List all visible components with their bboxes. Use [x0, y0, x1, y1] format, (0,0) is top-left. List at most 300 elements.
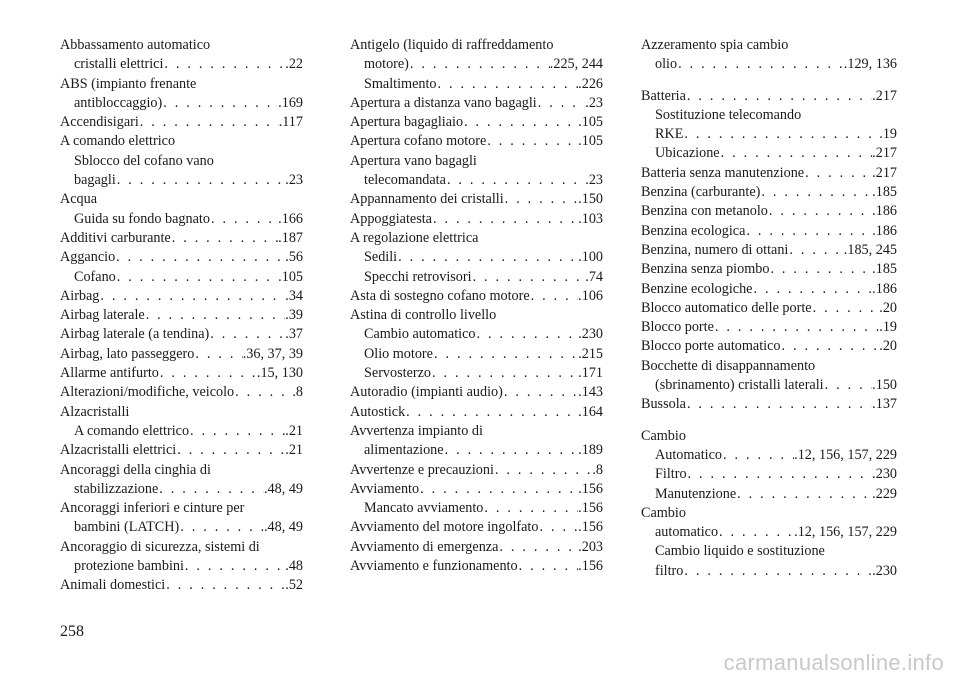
index-term: motore) [364, 56, 409, 73]
page-reference: .137 [872, 396, 897, 413]
index-subentry [350, 171, 603, 190]
index-subentry [60, 480, 303, 499]
index-column-right [641, 36, 897, 581]
index-subentry [641, 562, 897, 581]
index-subentry [60, 268, 303, 287]
index-entry [60, 36, 303, 75]
page-reference: .156 [578, 519, 603, 536]
index-term: Cambio automatico [364, 326, 476, 343]
dot-leader [194, 345, 242, 364]
index-term: Servosterzo [364, 365, 431, 382]
page-reference: .230 [872, 562, 897, 579]
index-entry [350, 210, 603, 229]
page-reference: .48, 49 [263, 519, 303, 536]
index-term: Avvertenza impianto di [350, 422, 483, 439]
index-entry [350, 422, 603, 461]
index-entry-row [350, 518, 603, 537]
dot-leader [115, 248, 285, 267]
index-entry [60, 75, 303, 114]
page-reference: .74 [585, 268, 603, 285]
index-entry-row [350, 403, 603, 422]
index-term: Abbassamento automatico [60, 37, 211, 53]
index-term: Sedili [364, 249, 398, 266]
index-entry-row [350, 113, 603, 132]
dot-leader [209, 325, 285, 344]
index-entry [641, 280, 897, 299]
index-entry [60, 403, 303, 442]
index-subentry [350, 499, 603, 518]
index-entry [350, 94, 603, 113]
index-entry [60, 287, 303, 306]
dot-leader [158, 480, 264, 499]
index-entry [641, 504, 897, 581]
index-entry-row [350, 538, 603, 557]
page-reference: .150 [872, 377, 897, 394]
index-term: antibloccaggio) [74, 94, 163, 111]
index-term: Apertura cofano motore [350, 133, 487, 150]
index-column-middle [350, 36, 603, 576]
index-subheading: Sostituzione telecomando [655, 106, 802, 123]
index-term: Automatico [655, 446, 722, 463]
index-entry-row [641, 395, 897, 414]
page-reference: .164 [578, 403, 603, 420]
dot-leader [431, 364, 578, 383]
index-term: Cambio [641, 427, 686, 444]
index-term: Alzacristalli [60, 403, 130, 420]
index-subentry [641, 144, 897, 163]
page-reference: .117 [278, 114, 303, 131]
page-reference: .22 [285, 56, 303, 73]
index-term: Filtro [655, 466, 687, 483]
dot-leader [145, 306, 286, 325]
page-reference: .56 [285, 249, 303, 266]
index-entry-row [641, 299, 897, 318]
index-term: Antigelo (liquido di raffreddamento [350, 37, 554, 53]
index-entry-row [60, 248, 303, 267]
index-entry-row [60, 306, 303, 325]
index-entry [641, 427, 897, 504]
index-term: Cambio [641, 504, 686, 521]
index-term: Batteria senza manutenzione [641, 164, 805, 181]
index-entry [641, 318, 897, 337]
dot-leader [538, 518, 578, 537]
index-term: Ancoraggi inferiori e cinture per [60, 500, 245, 517]
index-term: Mancato avviamento [364, 500, 484, 517]
dot-leader [433, 345, 578, 364]
index-entry-row [350, 480, 603, 499]
page-reference: .166 [278, 210, 303, 227]
index-subentry [641, 446, 897, 465]
index-term: Accendisigari [60, 114, 139, 131]
index-entry [350, 190, 603, 209]
page-reference: .171 [578, 365, 603, 382]
dot-leader [720, 144, 873, 163]
page-reference: .106 [578, 287, 603, 304]
index-subentry [60, 55, 303, 74]
index-subentry [641, 485, 897, 504]
dot-leader [686, 395, 872, 414]
index-entry [641, 87, 897, 164]
dot-leader [116, 171, 286, 190]
index-entry-row [350, 461, 603, 480]
index-term: Autoradio (impianti audio) [350, 384, 503, 401]
index-subentry [350, 325, 603, 344]
index-subheading: Sblocco del cofano vano [74, 152, 214, 169]
index-term: Aggancio [60, 249, 116, 266]
page-reference: .185, 245 [843, 241, 897, 258]
page-reference: .186 [872, 280, 897, 297]
index-term: protezione bambini [74, 558, 184, 575]
index-entry [350, 132, 603, 151]
index-term: Smaltimento [364, 75, 437, 92]
index-entry [350, 229, 603, 287]
page-reference: .185 [872, 184, 897, 201]
dot-leader [503, 383, 578, 402]
dot-leader [432, 210, 578, 229]
page-reference: .20 [879, 299, 897, 316]
index-term: Allarme antifurto [60, 365, 159, 382]
page-reference: .21 [285, 422, 303, 439]
index-entry [641, 260, 897, 279]
index-entry-row [641, 164, 897, 183]
index-entry-row [641, 241, 897, 260]
index-entry-row [60, 325, 303, 344]
dot-leader [139, 113, 279, 132]
index-entry [60, 229, 303, 248]
index-subentry [641, 55, 897, 74]
index-term: Azzeramento spia cambio [641, 37, 789, 53]
index-subentry [60, 210, 303, 229]
dot-leader [437, 75, 579, 94]
dot-leader [788, 241, 843, 260]
index-term: Avviamento e funzionamento [350, 558, 518, 575]
dot-leader [159, 364, 257, 383]
index-entry [641, 299, 897, 318]
index-term: bambini (LATCH) [74, 519, 180, 536]
index-term: Avvertenze e precauzioni [350, 461, 494, 478]
page-reference: .169 [278, 94, 303, 111]
index-term: Airbag, lato passeggero [60, 345, 195, 362]
page-reference: .34 [285, 287, 303, 304]
index-term: automatico [655, 524, 719, 541]
index-entry [641, 222, 897, 241]
index-column-left [60, 36, 303, 596]
dot-leader [722, 446, 794, 465]
index-entry [641, 337, 897, 356]
index-entry-row [641, 183, 897, 202]
dot-leader [179, 518, 264, 537]
index-entry-row [350, 383, 603, 402]
index-entry-row [60, 364, 303, 383]
page-reference: .189 [578, 442, 603, 459]
index-term: Appannamento dei cristalli [350, 191, 504, 208]
dot-leader [683, 125, 879, 144]
index-entry-row [641, 222, 897, 241]
dot-leader [405, 403, 578, 422]
page-reference: .8 [292, 384, 303, 401]
index-subentry [60, 94, 303, 113]
dot-leader [504, 190, 579, 209]
index-entry [60, 576, 303, 595]
index-term: ABS (impianto frenante [60, 75, 197, 92]
index-entry [350, 152, 603, 191]
page-reference: .103 [578, 210, 603, 227]
index-entry [350, 557, 603, 576]
index-entry [60, 461, 303, 500]
index-term: cristalli elettrici [74, 56, 164, 73]
index-entry-row [350, 94, 603, 113]
index-entry [350, 306, 603, 383]
index-entry-row [641, 260, 897, 279]
index-term: Blocco porte [641, 319, 714, 336]
index-entry [60, 248, 303, 287]
index-subentry [60, 557, 303, 576]
page-reference: .229 [872, 485, 897, 502]
index-entry-row [641, 337, 897, 356]
page-reference: .150 [578, 191, 603, 208]
index-subentry [641, 465, 897, 484]
index-entry [350, 461, 603, 480]
index-term: RKE [655, 126, 684, 143]
index-term: Airbag laterale (a tendina) [60, 326, 210, 343]
index-term: olio [655, 56, 678, 73]
index-term: alimentazione [364, 442, 444, 459]
page-reference: .230 [578, 326, 603, 343]
index-entry [60, 132, 303, 190]
index-entry [641, 183, 897, 202]
dot-leader [769, 260, 872, 279]
dot-leader [718, 523, 794, 542]
page-reference: .105 [278, 268, 303, 285]
index-term: Asta di sostegno cofano motore [350, 287, 530, 304]
page-reference: .23 [585, 94, 603, 111]
index-entry-row [60, 287, 303, 306]
index-entry [641, 395, 897, 414]
index-term: Alterazioni/modifiche, veicolo [60, 384, 235, 401]
page-reference: .21 [285, 442, 303, 459]
index-subentry [60, 518, 303, 537]
index-entry-row [60, 345, 303, 364]
index-subentry [350, 441, 603, 460]
index-term: Avviamento del motore ingolfato [350, 519, 539, 536]
index-term: Benzina, numero di ottani [641, 241, 789, 258]
index-term: bagagli [74, 172, 116, 189]
index-entry [60, 113, 303, 132]
dot-leader [234, 383, 292, 402]
index-term: Bocchette di disappannamento [641, 357, 816, 374]
page-reference: .156 [578, 558, 603, 575]
dot-leader [736, 485, 872, 504]
dot-leader [184, 557, 285, 576]
page-reference: .19 [879, 126, 897, 143]
index-entry [350, 538, 603, 557]
index-entry-row [641, 87, 897, 106]
index-term: Olio motore [364, 345, 433, 362]
index-entry-row [350, 132, 603, 151]
index-term: telecomandata [364, 172, 446, 189]
dot-leader [537, 94, 586, 113]
dot-leader [745, 222, 872, 241]
dot-leader [163, 55, 285, 74]
page-reference: .230 [872, 466, 897, 483]
index-term: filtro [655, 562, 684, 579]
page-reference: .15, 130 [256, 365, 303, 382]
index-term: Avviamento [350, 480, 420, 497]
index-term: Apertura a distanza vano bagagli [350, 94, 537, 111]
index-term: stabilizzazione [74, 480, 159, 497]
index-entry-row [641, 202, 897, 221]
index-subentry [350, 55, 603, 74]
index-subentry [350, 75, 603, 94]
index-subentry [641, 125, 897, 144]
page-reference: .217 [872, 87, 897, 104]
dot-leader [804, 164, 872, 183]
dot-leader [99, 287, 285, 306]
page-reference: .23 [585, 172, 603, 189]
index-entry [60, 538, 303, 577]
index-term: Benzina senza piombo [641, 261, 770, 278]
watermark: carmanualsonline.info [723, 650, 944, 675]
dot-leader [419, 480, 578, 499]
index-entry [350, 383, 603, 402]
index-term: Blocco porte automatico [641, 338, 781, 355]
index-entry [60, 364, 303, 383]
dot-leader [162, 94, 278, 113]
page-reference: .225, 244 [549, 56, 603, 73]
dot-leader [397, 248, 578, 267]
dot-leader [476, 325, 579, 344]
dot-leader [752, 280, 872, 299]
index-entry-row [641, 280, 897, 299]
index-term: Ancoraggi della cinghia di [60, 461, 211, 478]
index-term: Specchi retrovisori [364, 268, 472, 285]
index-subentry [350, 345, 603, 364]
dot-leader [116, 268, 278, 287]
index-term: Benzine ecologiche [641, 280, 753, 297]
index-term: Autostick [350, 403, 406, 420]
index-term: Appoggiatesta [350, 210, 432, 227]
index-term: Cofano [74, 268, 116, 285]
index-term: A regolazione elettrica [350, 229, 479, 246]
dot-leader [530, 287, 579, 306]
index-entry-row [60, 229, 303, 248]
index-term: A comando elettrico [60, 133, 176, 150]
page-reference: .143 [578, 384, 603, 401]
index-term: Additivi carburante [60, 229, 171, 246]
page-reference: .39 [285, 307, 303, 324]
page-reference: .156 [578, 480, 603, 497]
dot-leader [494, 461, 592, 480]
page-reference: .187 [278, 229, 303, 246]
index-term: Benzina (carburante) [641, 184, 761, 201]
index-entry [350, 480, 603, 519]
index-term: Apertura bagagliaio [350, 114, 464, 131]
page-reference: .226 [578, 75, 603, 92]
index-entry [60, 325, 303, 344]
index-entry [350, 518, 603, 537]
page-reference: .8 [592, 461, 603, 478]
index-term: Animali domestici [60, 577, 166, 594]
index-entry [350, 287, 603, 306]
index-entry [60, 383, 303, 402]
index-term: Blocco automatico delle porte [641, 299, 812, 316]
index-subentry [350, 364, 603, 383]
page-reference: .129, 136 [843, 56, 897, 73]
dot-leader [486, 132, 578, 151]
page-reference: .48 [285, 558, 303, 575]
page-reference: .12, 156, 157, 229 [794, 524, 897, 541]
page-reference: .19 [879, 319, 897, 336]
index-term: Avviamento di emergenza [350, 538, 499, 555]
index-entry [60, 306, 303, 325]
page-reference: .217 [872, 145, 897, 162]
dot-leader [165, 576, 285, 595]
index-entry [60, 345, 303, 364]
index-term: Ubicazione [655, 145, 720, 162]
index-entry-row [350, 287, 603, 306]
index-term: A comando elettrico [74, 422, 190, 439]
index-term: (sbrinamento) cristalli laterali [655, 377, 824, 394]
index-term: Airbag laterale [60, 307, 145, 324]
dot-leader [463, 113, 578, 132]
dot-leader [768, 202, 872, 221]
index-entry-row [60, 113, 303, 132]
index-term: Astina di controllo livello [350, 307, 497, 324]
index-term: Alzacristalli elettrici [60, 442, 177, 459]
index-term: Batteria [641, 87, 686, 104]
dot-leader [812, 299, 880, 318]
index-entry [641, 36, 897, 75]
page-reference: .156 [578, 500, 603, 517]
dot-leader [677, 55, 844, 74]
index-term: Guida su fondo bagnato [74, 210, 210, 227]
page-reference: .20 [879, 338, 897, 355]
dot-leader [780, 337, 879, 356]
index-subheading: Cambio liquido e sostituzione [655, 543, 825, 560]
page-reference: .203 [578, 538, 603, 555]
page-reference: .186 [872, 203, 897, 220]
dot-leader [409, 55, 550, 74]
index-entry [350, 36, 603, 94]
dot-leader [760, 183, 872, 202]
index-entry [60, 190, 303, 229]
dot-leader [683, 562, 872, 581]
dot-leader [824, 376, 873, 395]
index-entry [641, 357, 897, 396]
index-subentry [641, 376, 897, 395]
index-entry-row [350, 210, 603, 229]
index-entry-row [60, 576, 303, 595]
index-term: Airbag [60, 287, 100, 304]
index-entry-row [60, 383, 303, 402]
dot-leader [498, 538, 578, 557]
index-subentry [350, 248, 603, 267]
index-term: Bussola [641, 396, 686, 413]
dot-leader [444, 441, 579, 460]
page-reference: .100 [578, 249, 603, 266]
page-reference: .36, 37, 39 [242, 345, 303, 362]
page-reference: .186 [872, 222, 897, 239]
dot-leader [171, 229, 278, 248]
dot-leader [714, 318, 879, 337]
index-term: Benzina con metanolo [641, 203, 768, 220]
page-reference: .48, 49 [263, 480, 303, 497]
page-reference: .23 [285, 172, 303, 189]
index-subentry [60, 422, 303, 441]
page-reference: .185 [872, 261, 897, 278]
index-subentry [60, 171, 303, 190]
index-term: Apertura vano bagagli [350, 152, 477, 169]
